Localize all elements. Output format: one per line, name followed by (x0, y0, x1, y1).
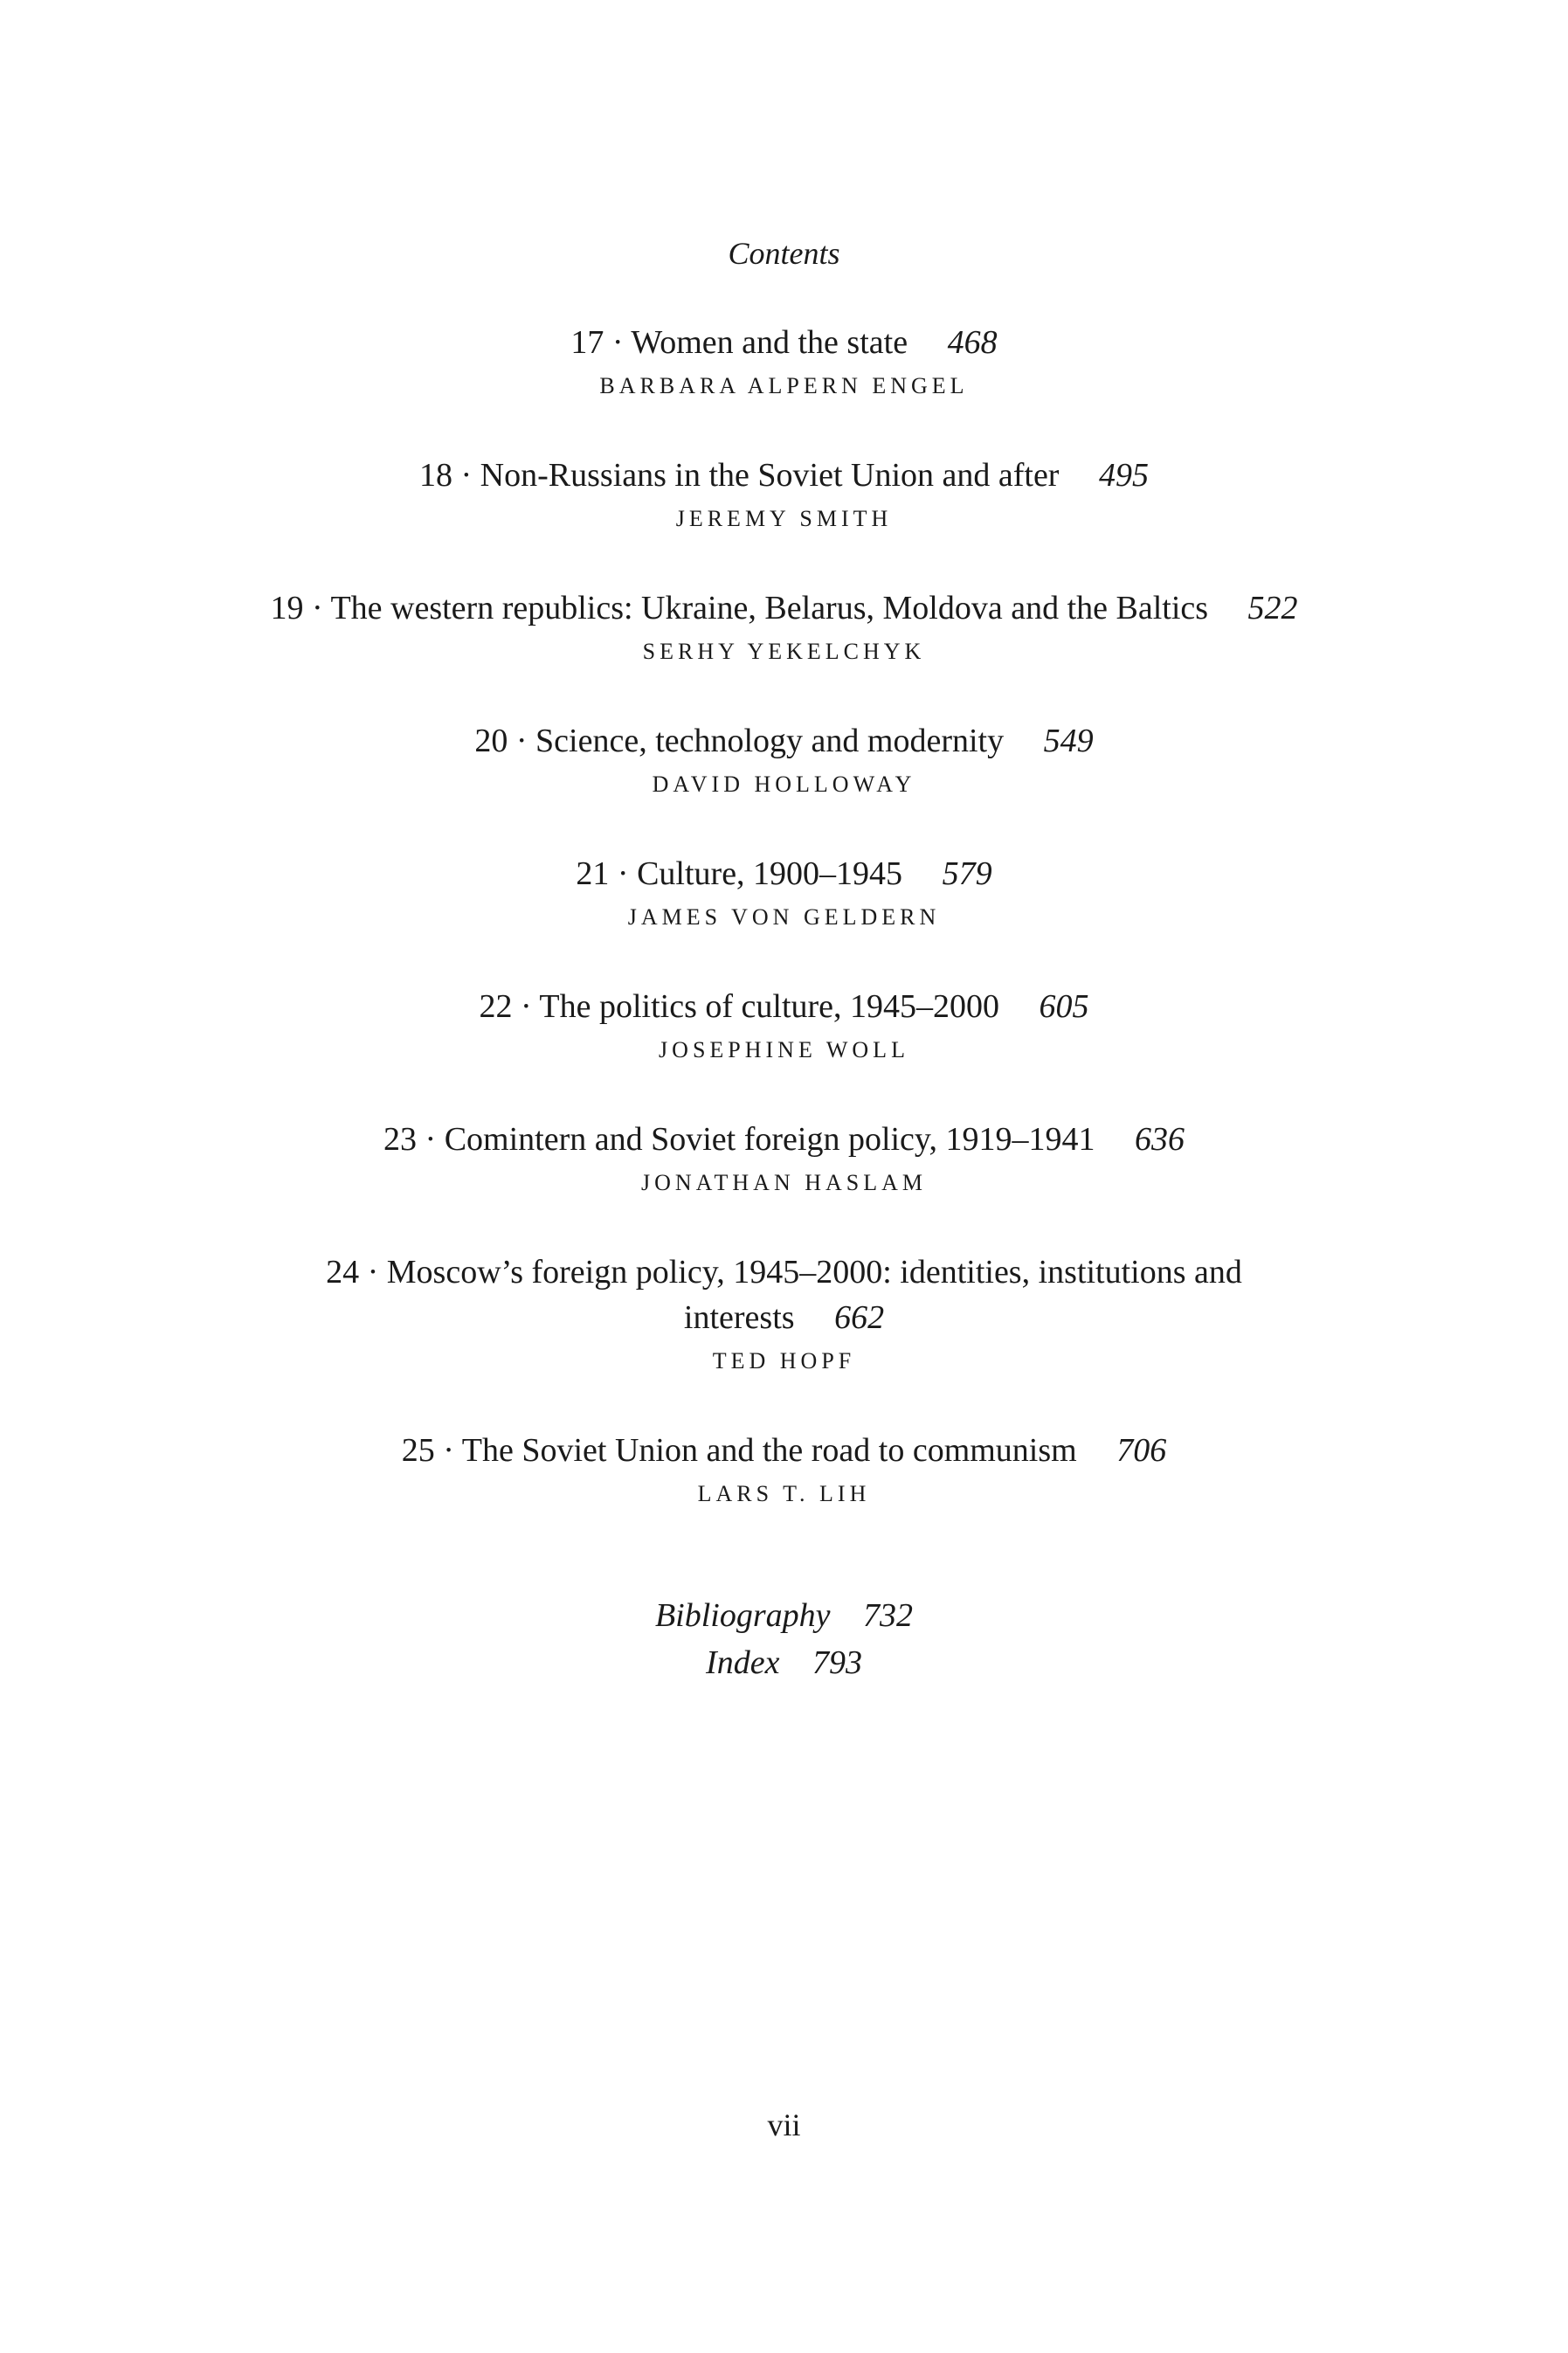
separator-dot: · (520, 988, 532, 1025)
chapter-author: TED HOPF (712, 1348, 856, 1374)
entry-title-line[interactable] (0, 1117, 1568, 1162)
entry-title-line[interactable] (0, 453, 1568, 498)
separator-dot: · (311, 590, 323, 626)
separator-dot: · (617, 855, 629, 892)
entry-title-line[interactable] (0, 718, 1568, 764)
chapter-number: 25 (401, 1432, 435, 1469)
chapter-author: JOSEPHINE WOLL (659, 1037, 909, 1062)
separator-dot: · (367, 1254, 379, 1291)
chapter-title: Women and the state (631, 324, 908, 361)
toc-entry-17[interactable] (0, 320, 1568, 402)
toc-entry-24[interactable] (0, 1249, 1568, 1377)
running-head: Contents (728, 236, 840, 271)
chapter-number: 17 (570, 324, 604, 361)
separator-dot: · (515, 723, 528, 759)
chapter-title: Non-Russians in the Soviet Union and after (480, 457, 1060, 494)
chapter-author: JAMES VON GELDERN (627, 904, 941, 930)
chapter-title: The politics of culture, 1945–2000 (539, 988, 1000, 1025)
backmatter-index[interactable] (0, 1639, 1568, 1686)
page-folio: vii (767, 2107, 801, 2142)
chapter-author: LARS T. LIH (697, 1481, 871, 1506)
entry-title-line[interactable] (0, 320, 1568, 365)
entry-title-line[interactable] (0, 984, 1568, 1029)
chapter-number: 20 (474, 723, 508, 759)
chapter-number: 19 (270, 590, 304, 626)
chapter-title: The Soviet Union and the road to communism (461, 1432, 1077, 1469)
separator-dot: · (443, 1432, 454, 1469)
chapter-number: 24 (326, 1254, 360, 1291)
backmatter-label: Bibliography (654, 1597, 831, 1634)
chapter-page-number: 522 (1247, 590, 1298, 626)
chapter-author: JEREMY SMITH (675, 506, 893, 531)
toc-entry-18[interactable] (0, 453, 1568, 535)
entry-title-line[interactable] (0, 851, 1568, 896)
separator-dot: · (460, 457, 473, 494)
chapter-number: 22 (479, 988, 513, 1025)
entry-title-line[interactable] (0, 1428, 1568, 1473)
chapter-number: 23 (383, 1121, 418, 1158)
backmatter-page-number: 732 (863, 1597, 914, 1634)
backmatter-list (0, 1592, 1568, 1686)
chapter-author: SERHY YEKELCHYK (642, 639, 926, 664)
backmatter-bibliography[interactable] (0, 1592, 1568, 1639)
chapter-number: 18 (419, 457, 453, 494)
chapter-page-number: 495 (1098, 457, 1149, 494)
separator-dot: · (425, 1121, 437, 1158)
chapter-page-number: 605 (1039, 988, 1089, 1025)
toc-entry-19[interactable] (0, 585, 1568, 668)
toc-entry-25[interactable] (0, 1428, 1568, 1510)
chapter-title: Moscow’s foreign policy, 1945–2000: identities, institutions and interests (386, 1254, 1242, 1336)
separator-dot: · (611, 324, 624, 361)
chapter-author: DAVID HOLLOWAY (652, 772, 916, 797)
backmatter-label: Index (706, 1644, 780, 1681)
chapter-number: 21 (576, 855, 610, 892)
chapter-page-number: 468 (947, 324, 998, 361)
chapter-title: Science, technology and modernity (535, 723, 1005, 759)
chapter-page-number: 579 (942, 855, 992, 892)
chapter-page-number: 662 (834, 1299, 885, 1336)
entry-title-line[interactable] (0, 585, 1568, 631)
chapter-title: The western republics: Ukraine, Belarus, Moldova and the Baltics (330, 590, 1209, 626)
chapter-page-number: 636 (1134, 1121, 1185, 1158)
chapter-title: Comintern and Soviet foreign policy, 1919–1941 (444, 1121, 1095, 1158)
entry-title-line[interactable] (313, 1249, 1256, 1340)
chapter-title: Culture, 1900–1945 (637, 855, 903, 892)
toc-entry-20[interactable] (0, 718, 1568, 800)
chapter-page-number: 706 (1116, 1432, 1167, 1469)
chapter-page-number: 549 (1043, 723, 1094, 759)
chapter-author: JONATHAN HASLAM (640, 1170, 928, 1195)
backmatter-page-number: 793 (812, 1644, 862, 1681)
chapter-author: BARBARA ALPERN ENGEL (599, 373, 969, 398)
toc-entry-23[interactable] (0, 1117, 1568, 1199)
toc-entry-21[interactable] (0, 851, 1568, 933)
toc-entry-22[interactable] (0, 984, 1568, 1066)
